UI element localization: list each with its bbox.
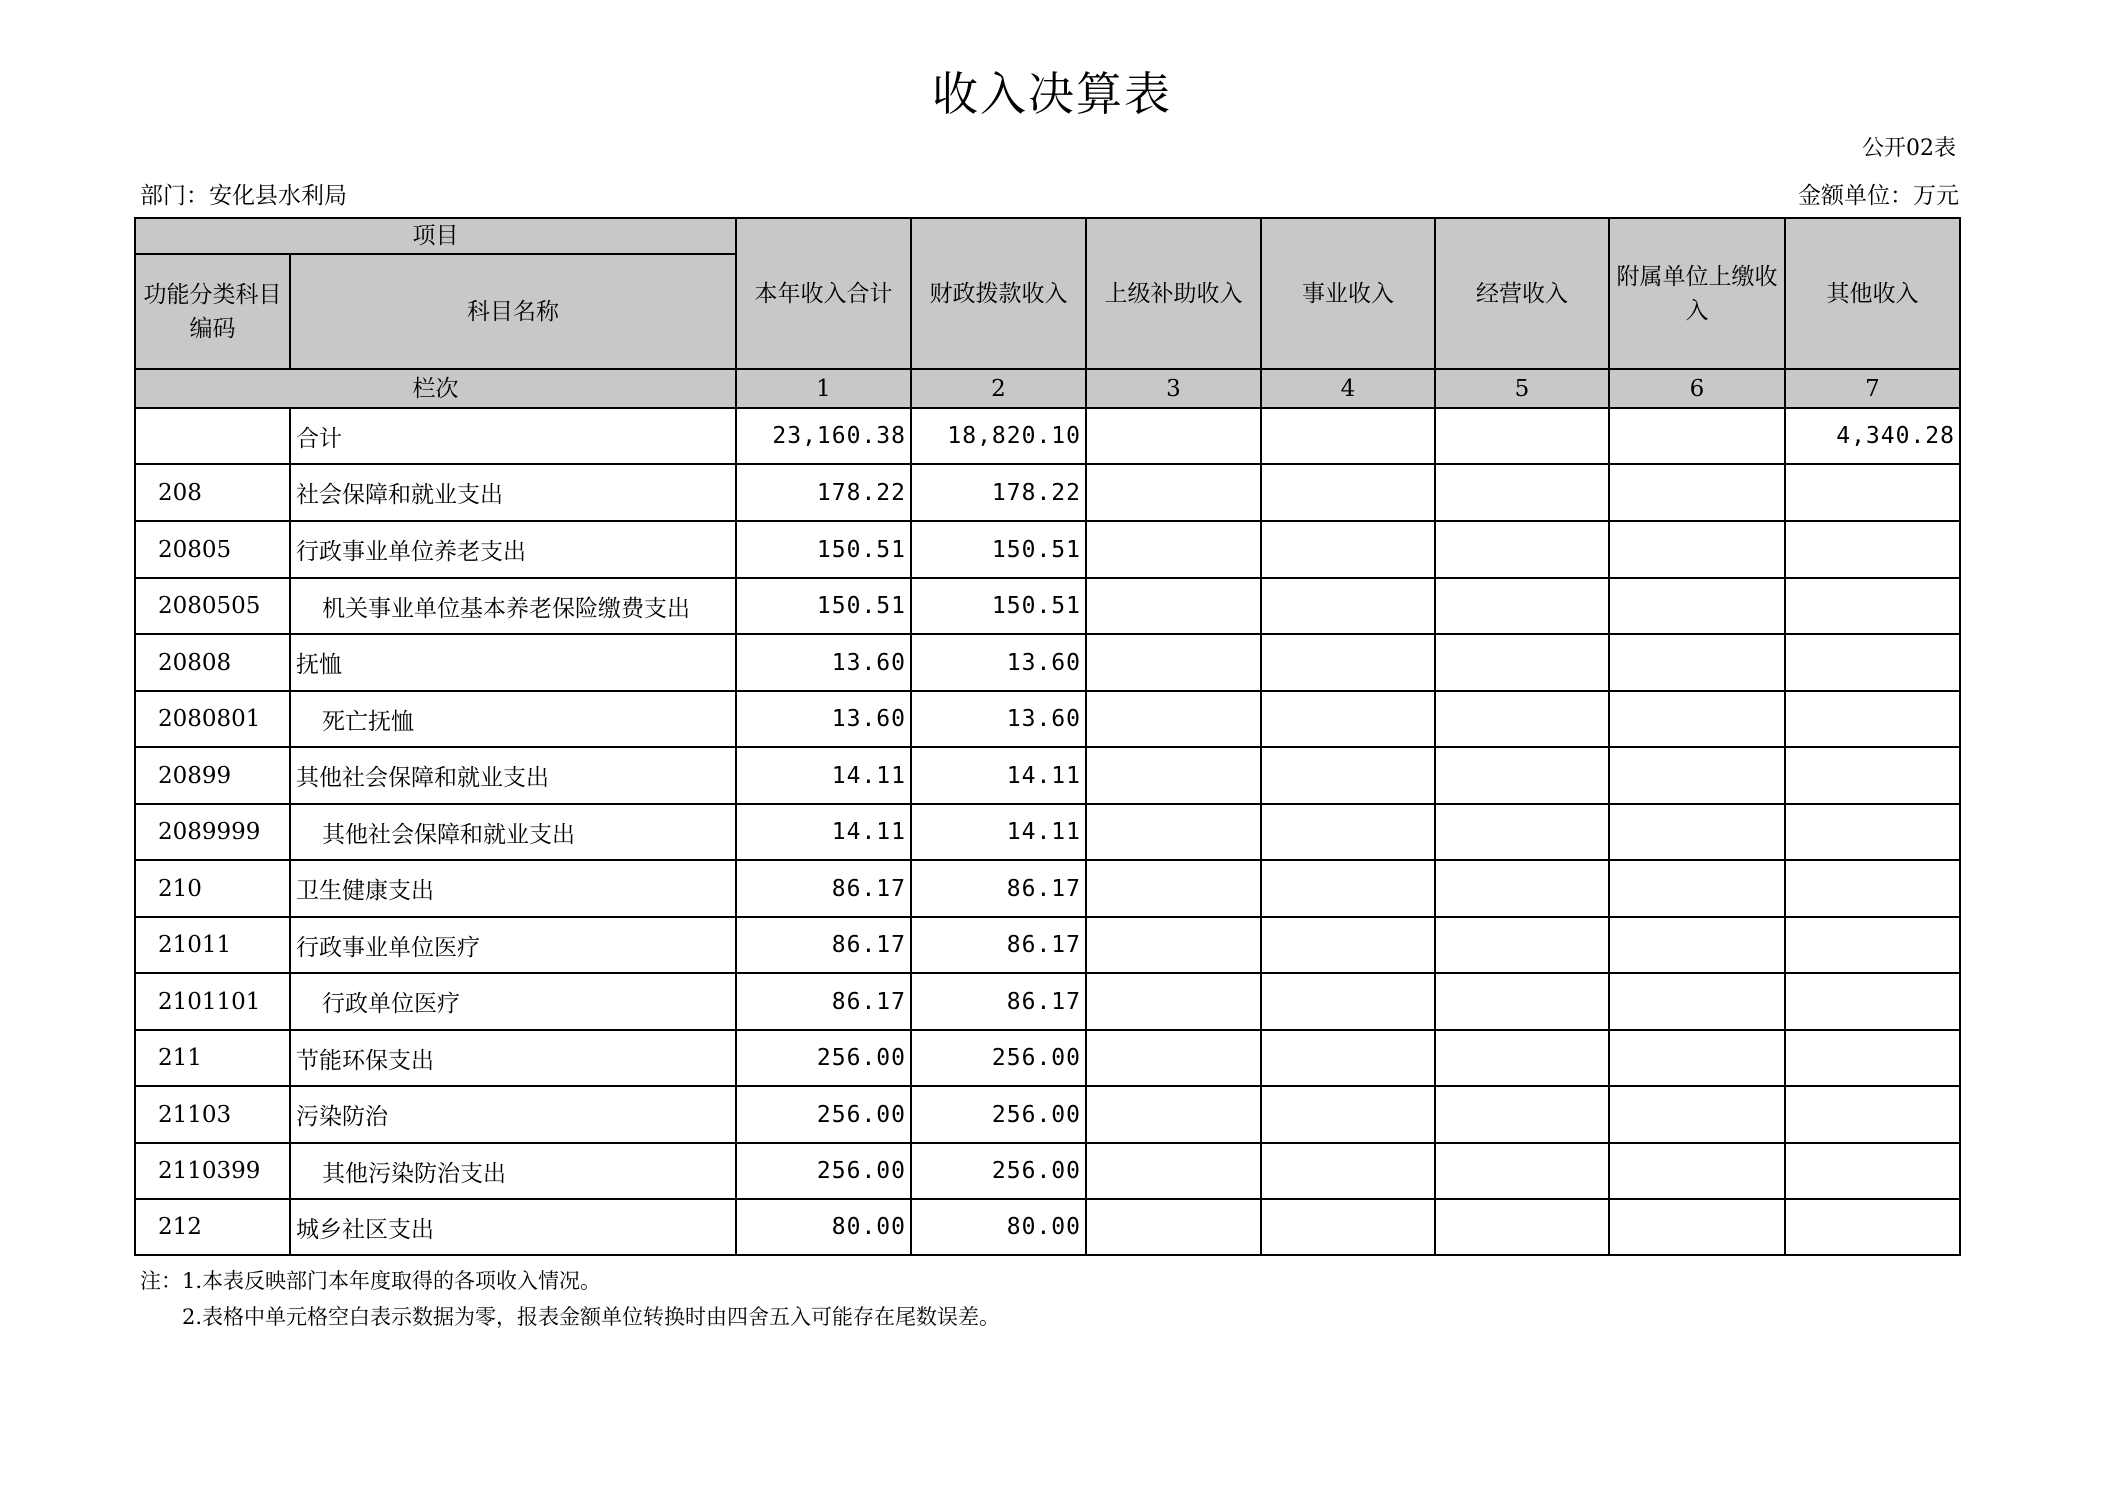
row-code [135, 408, 290, 464]
row-value-col-6 [1609, 973, 1785, 1030]
row-value-col-4 [1261, 860, 1435, 917]
header-col-1: 本年收入合计 [736, 218, 911, 369]
row-value-col-5 [1435, 1143, 1609, 1199]
row-name: 节能环保支出 [290, 1030, 736, 1086]
row-value-col-1: 13.60 [736, 691, 911, 747]
row-name: 其他社会保障和就业支出 [290, 804, 736, 860]
row-value-col-5 [1435, 1199, 1609, 1255]
table-row [135, 860, 1960, 917]
row-value-col-1: 256.00 [736, 1030, 911, 1086]
row-value-col-4 [1261, 578, 1435, 634]
row-value-col-6 [1609, 917, 1785, 973]
note-2: 2.表格中单元格空白表示数据为零，报表金额单位转换时由四舍五入可能存在尾数误差。 [182, 1305, 1001, 1329]
row-name: 行政事业单位医疗 [290, 917, 736, 973]
row-value-col-2: 86.17 [911, 917, 1086, 973]
column-number: 1 [736, 369, 911, 408]
row-value-col-7 [1785, 1086, 1960, 1143]
column-number: 3 [1086, 369, 1261, 408]
row-code: 20805 [135, 521, 290, 578]
row-value-col-4 [1261, 1086, 1435, 1143]
header-code: 功能分类科目编码 [135, 254, 290, 369]
row-value-col-7 [1785, 1199, 1960, 1255]
row-value-col-6 [1609, 578, 1785, 634]
row-value-col-1: 23,160.38 [736, 408, 911, 464]
row-value-col-3 [1086, 408, 1261, 464]
row-value-col-6 [1609, 804, 1785, 860]
row-value-col-2: 18,820.10 [911, 408, 1086, 464]
row-value-col-7 [1785, 578, 1960, 634]
notes [140, 1263, 1000, 1335]
row-value-col-7: 4,340.28 [1785, 408, 1960, 464]
row-value-col-6 [1609, 1030, 1785, 1086]
header-col-6: 附属单位上缴收入 [1609, 218, 1785, 369]
row-value-col-1: 86.17 [736, 860, 911, 917]
table-row [135, 973, 1960, 1030]
row-value-col-7 [1785, 1030, 1960, 1086]
table-row [135, 521, 1960, 578]
row-value-col-5 [1435, 1030, 1609, 1086]
row-value-col-3 [1086, 1086, 1261, 1143]
row-value-col-7 [1785, 464, 1960, 521]
row-name: 其他污染防治支出 [290, 1143, 736, 1199]
row-name: 行政单位医疗 [290, 973, 736, 1030]
header-project: 项目 [135, 218, 736, 254]
row-value-col-1: 13.60 [736, 634, 911, 691]
row-value-col-1: 150.51 [736, 521, 911, 578]
header-col-4: 事业收入 [1261, 218, 1435, 369]
row-value-col-4 [1261, 747, 1435, 804]
row-name: 污染防治 [290, 1086, 736, 1143]
row-value-col-4 [1261, 1143, 1435, 1199]
row-value-col-5 [1435, 521, 1609, 578]
header-col-7: 其他收入 [1785, 218, 1960, 369]
row-value-col-5 [1435, 804, 1609, 860]
row-value-col-7 [1785, 634, 1960, 691]
row-value-col-7 [1785, 973, 1960, 1030]
row-value-col-6 [1609, 1199, 1785, 1255]
row-value-col-4 [1261, 691, 1435, 747]
row-value-col-5 [1435, 691, 1609, 747]
row-code: 21011 [135, 917, 290, 973]
row-value-col-5 [1435, 408, 1609, 464]
row-value-col-7 [1785, 521, 1960, 578]
row-code: 210 [135, 860, 290, 917]
row-value-col-1: 86.17 [736, 917, 911, 973]
row-value-col-3 [1086, 578, 1261, 634]
row-value-col-2: 14.11 [911, 804, 1086, 860]
row-code: 2101101 [135, 973, 290, 1030]
table-row [135, 804, 1960, 860]
row-code: 2080505 [135, 578, 290, 634]
row-value-col-4 [1261, 1199, 1435, 1255]
row-value-col-6 [1609, 521, 1785, 578]
row-value-col-2: 13.60 [911, 691, 1086, 747]
row-value-col-6 [1609, 747, 1785, 804]
table-row [135, 464, 1960, 521]
row-value-col-6 [1609, 1143, 1785, 1199]
row-value-col-1: 150.51 [736, 578, 911, 634]
row-value-col-4 [1261, 804, 1435, 860]
header-lanci: 栏次 [135, 369, 736, 408]
row-value-col-7 [1785, 804, 1960, 860]
table-row [135, 1086, 1960, 1143]
row-value-col-2: 256.00 [911, 1030, 1086, 1086]
table-row [135, 1199, 1960, 1255]
row-code: 2110399 [135, 1143, 290, 1199]
row-value-col-4 [1261, 917, 1435, 973]
column-number: 6 [1609, 369, 1785, 408]
table-row [135, 1143, 1960, 1199]
header-col-2: 财政拨款收入 [911, 218, 1086, 369]
row-value-col-5 [1435, 464, 1609, 521]
row-value-col-6 [1609, 634, 1785, 691]
row-value-col-6 [1609, 860, 1785, 917]
row-value-col-4 [1261, 973, 1435, 1030]
table-row [135, 634, 1960, 691]
row-value-col-7 [1785, 691, 1960, 747]
row-value-col-5 [1435, 634, 1609, 691]
row-value-col-2: 86.17 [911, 860, 1086, 917]
table-row [135, 578, 1960, 634]
row-name: 卫生健康支出 [290, 860, 736, 917]
row-value-col-5 [1435, 860, 1609, 917]
row-value-col-3 [1086, 860, 1261, 917]
column-number: 5 [1435, 369, 1609, 408]
header-name: 科目名称 [290, 254, 736, 369]
header-col-3: 上级补助收入 [1086, 218, 1261, 369]
row-value-col-2: 13.60 [911, 634, 1086, 691]
row-value-col-4 [1261, 408, 1435, 464]
row-value-col-5 [1435, 1086, 1609, 1143]
row-value-col-1: 178.22 [736, 464, 911, 521]
row-value-col-3 [1086, 917, 1261, 973]
row-name: 合计 [290, 408, 736, 464]
note-1: 注：1.本表反映部门本年度取得的各项收入情况。 [140, 1269, 602, 1293]
row-value-col-3 [1086, 521, 1261, 578]
row-value-col-6 [1609, 408, 1785, 464]
row-value-col-3 [1086, 1030, 1261, 1086]
row-value-col-3 [1086, 804, 1261, 860]
row-value-col-2: 256.00 [911, 1143, 1086, 1199]
row-value-col-2: 80.00 [911, 1199, 1086, 1255]
row-value-col-4 [1261, 1030, 1435, 1086]
row-name: 社会保障和就业支出 [290, 464, 736, 521]
amount-unit-label: 金额单位：万元 [1798, 183, 1959, 209]
row-value-col-1: 86.17 [736, 973, 911, 1030]
row-value-col-1: 80.00 [736, 1199, 911, 1255]
row-value-col-3 [1086, 634, 1261, 691]
row-value-col-3 [1086, 464, 1261, 521]
header-col-5: 经营收入 [1435, 218, 1609, 369]
form-number: 公开02表 [1862, 136, 1956, 161]
row-value-col-3 [1086, 1199, 1261, 1255]
row-name: 城乡社区支出 [290, 1199, 736, 1255]
row-value-col-7 [1785, 860, 1960, 917]
table-row [135, 691, 1960, 747]
row-name: 抚恤 [290, 634, 736, 691]
row-code: 20808 [135, 634, 290, 691]
income-table [134, 217, 1961, 1256]
row-value-col-3 [1086, 973, 1261, 1030]
row-value-col-1: 14.11 [736, 804, 911, 860]
row-value-col-1: 256.00 [736, 1086, 911, 1143]
row-value-col-2: 256.00 [911, 1086, 1086, 1143]
page-title: 收入决算表 [932, 67, 1172, 121]
row-value-col-6 [1609, 691, 1785, 747]
table-row [135, 1030, 1960, 1086]
column-number: 7 [1785, 369, 1960, 408]
row-value-col-2: 178.22 [911, 464, 1086, 521]
column-number: 2 [911, 369, 1086, 408]
row-code: 2089999 [135, 804, 290, 860]
row-value-col-1: 256.00 [736, 1143, 911, 1199]
row-value-col-2: 86.17 [911, 973, 1086, 1030]
row-value-col-2: 150.51 [911, 521, 1086, 578]
row-name: 机关事业单位基本养老保险缴费支出 [290, 578, 736, 634]
row-value-col-5 [1435, 747, 1609, 804]
row-value-col-3 [1086, 691, 1261, 747]
row-value-col-5 [1435, 578, 1609, 634]
row-value-col-6 [1609, 1086, 1785, 1143]
row-code: 2080801 [135, 691, 290, 747]
row-name: 行政事业单位养老支出 [290, 521, 736, 578]
row-value-col-7 [1785, 917, 1960, 973]
row-value-col-3 [1086, 1143, 1261, 1199]
table-row [135, 917, 1960, 973]
column-number: 4 [1261, 369, 1435, 408]
row-value-col-1: 14.11 [736, 747, 911, 804]
row-value-col-3 [1086, 747, 1261, 804]
department-label: 部门：安化县水利局 [140, 183, 347, 209]
row-value-col-6 [1609, 464, 1785, 521]
row-value-col-5 [1435, 973, 1609, 1030]
row-code: 208 [135, 464, 290, 521]
row-code: 21103 [135, 1086, 290, 1143]
row-name: 死亡抚恤 [290, 691, 736, 747]
row-code: 20899 [135, 747, 290, 804]
row-code: 212 [135, 1199, 290, 1255]
row-name: 其他社会保障和就业支出 [290, 747, 736, 804]
table-row [135, 747, 1960, 804]
row-value-col-2: 150.51 [911, 578, 1086, 634]
row-value-col-4 [1261, 521, 1435, 578]
row-code: 211 [135, 1030, 290, 1086]
row-value-col-5 [1435, 917, 1609, 973]
table-row [135, 408, 1960, 464]
row-value-col-7 [1785, 747, 1960, 804]
row-value-col-2: 14.11 [911, 747, 1086, 804]
row-value-col-4 [1261, 634, 1435, 691]
row-value-col-7 [1785, 1143, 1960, 1199]
row-value-col-4 [1261, 464, 1435, 521]
